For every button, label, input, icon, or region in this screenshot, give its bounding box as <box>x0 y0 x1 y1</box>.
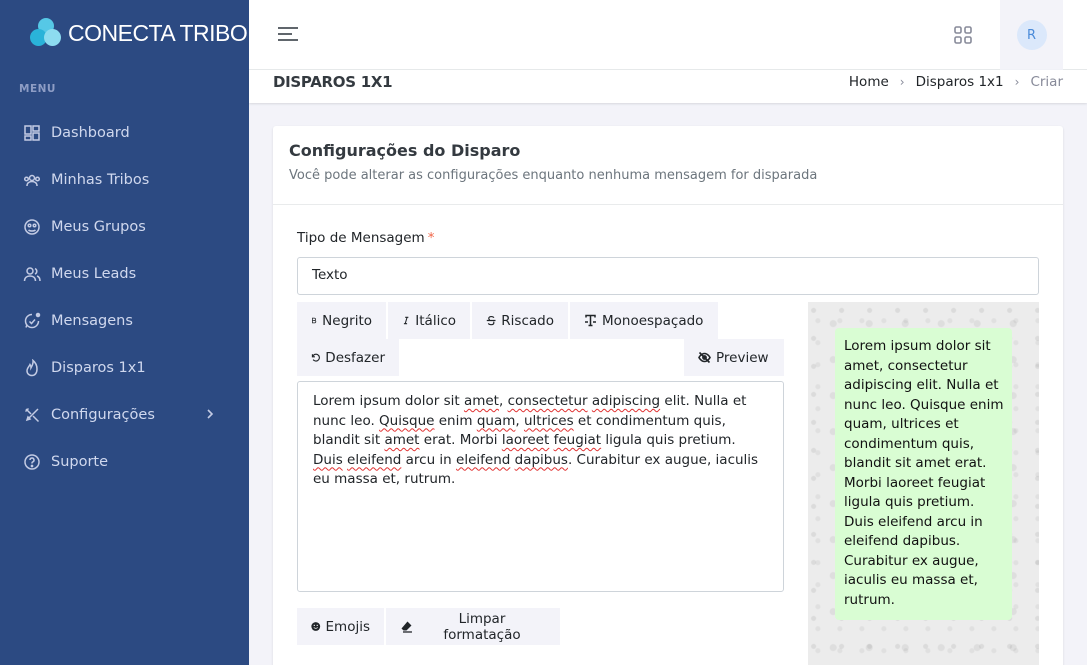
monospace-icon <box>584 314 597 327</box>
eraser-icon <box>400 620 413 633</box>
sidebar-item-minhas-tribos[interactable] <box>0 156 249 203</box>
clear-formatting-label: Limpar formatação <box>443 610 521 643</box>
sidebar-item-configuracoes[interactable] <box>0 391 249 438</box>
card-title: Configurações do Disparo <box>289 141 521 160</box>
page-title-bar <box>249 70 1087 103</box>
monospace-label: Monoespaçado <box>602 312 704 329</box>
breadcrumb-disparos[interactable]: Disparos 1x1 <box>915 74 1004 90</box>
message-type-select[interactable]: Texto <box>297 257 1039 295</box>
sidebar-item-dashboard[interactable] <box>0 109 249 156</box>
fire-icon <box>23 359 41 377</box>
undo-icon <box>311 351 320 364</box>
groups-icon <box>23 218 41 236</box>
preview-label: Preview <box>716 349 769 366</box>
user-menu[interactable] <box>1000 0 1063 70</box>
undo-button[interactable] <box>297 339 399 376</box>
breadcrumb-home[interactable]: Home <box>848 74 889 90</box>
dashboard-icon <box>23 124 41 142</box>
strikethrough-label: Riscado <box>501 312 554 329</box>
italic-button[interactable] <box>388 302 470 339</box>
chevron-right-icon <box>203 407 217 421</box>
bold-icon <box>311 314 317 327</box>
hamburger-menu-icon[interactable] <box>277 25 299 43</box>
avatar: R <box>1017 20 1047 50</box>
breadcrumb-current: Criar <box>1030 74 1063 90</box>
sidebar-item-meus-grupos[interactable] <box>0 203 249 250</box>
emojis-button[interactable] <box>297 608 384 645</box>
italic-icon <box>402 314 410 327</box>
message-type-label: Tipo de Mensagem * <box>297 230 435 246</box>
clear-formatting-button[interactable] <box>386 608 560 645</box>
undo-label: Desfazer <box>325 349 385 366</box>
sidebar <box>0 0 249 665</box>
logo-icon <box>30 18 62 48</box>
sidebar-item-label: Meus Grupos <box>51 218 146 235</box>
monospace-button[interactable] <box>570 302 718 339</box>
tribes-icon <box>23 171 41 189</box>
sidebar-item-label: Minhas Tribos <box>51 171 150 188</box>
italic-label: Itálico <box>415 312 456 329</box>
tools-icon <box>23 406 41 424</box>
brand-logo[interactable] <box>30 18 247 48</box>
strikethrough-button[interactable] <box>472 302 568 339</box>
sidebar-item-suporte[interactable] <box>0 438 249 485</box>
sidebar-item-label: Meus Leads <box>51 265 137 282</box>
sidebar-item-meus-leads[interactable] <box>0 250 249 297</box>
sidebar-item-disparos-1x1[interactable] <box>0 344 249 391</box>
card-subtitle: Você pode alterar as configurações enquanto nenhuma mensagem for disparada <box>289 168 818 183</box>
chevron-right-icon: › <box>899 75 905 89</box>
message-editor[interactable]: Lorem ipsum dolor sit amet, consectetur adipiscing elit. Nulla et nunc leo. Quisque enim quam, ultrices et condimentum quis, blandit sit amet erat. Morbi laoreet feugiat ligula quis pretium. Duis eleifend arcu in eleifend dapibus. Curabitur ex augue, iaculis eu massa et, rutrum. <box>297 381 784 592</box>
messages-icon <box>23 312 41 330</box>
chevron-right-icon: › <box>1014 75 1020 89</box>
breadcrumb <box>849 74 1063 90</box>
brand-name: CONECTA TRIBO <box>68 19 248 46</box>
emojis-label: Emojis <box>325 618 370 635</box>
sidebar-item-mensagens[interactable] <box>0 297 249 344</box>
whatsapp-preview <box>808 302 1039 665</box>
dispatch-settings-card <box>273 126 1063 665</box>
eye-off-icon <box>698 351 711 364</box>
strikethrough-icon <box>486 314 496 327</box>
menu-title: MENU <box>19 83 56 95</box>
sidebar-item-label: Disparos 1x1 <box>51 359 146 376</box>
card-header <box>273 126 1063 205</box>
page-title: DISPAROS 1X1 <box>273 73 393 91</box>
apps-grid-icon[interactable] <box>953 25 973 45</box>
help-icon <box>23 453 41 471</box>
sidebar-item-label: Mensagens <box>51 312 133 329</box>
sidebar-nav <box>0 109 249 485</box>
sidebar-item-label: Dashboard <box>51 124 130 141</box>
bold-button[interactable] <box>297 302 386 339</box>
emoji-icon <box>311 620 321 633</box>
sidebar-item-label: Configurações <box>51 406 155 423</box>
preview-button[interactable] <box>684 339 784 376</box>
top-header <box>249 0 1087 70</box>
required-mark: * <box>427 230 435 246</box>
sidebar-item-label: Suporte <box>51 453 109 470</box>
bold-label: Negrito <box>322 312 372 329</box>
leads-icon <box>23 265 41 283</box>
message-bubble: Lorem ipsum dolor sit amet, consectetur adipiscing elit. Nulla et nunc leo. Quisque enim quam, ultrices et condimentum quis, blandit sit amet erat. Morbi laoreet feugiat ligula quis pretium. Duis eleifend arcu in eleifend dapibus. Curabitur ex augue, iaculis eu massa et, rutrum. <box>835 328 1012 620</box>
